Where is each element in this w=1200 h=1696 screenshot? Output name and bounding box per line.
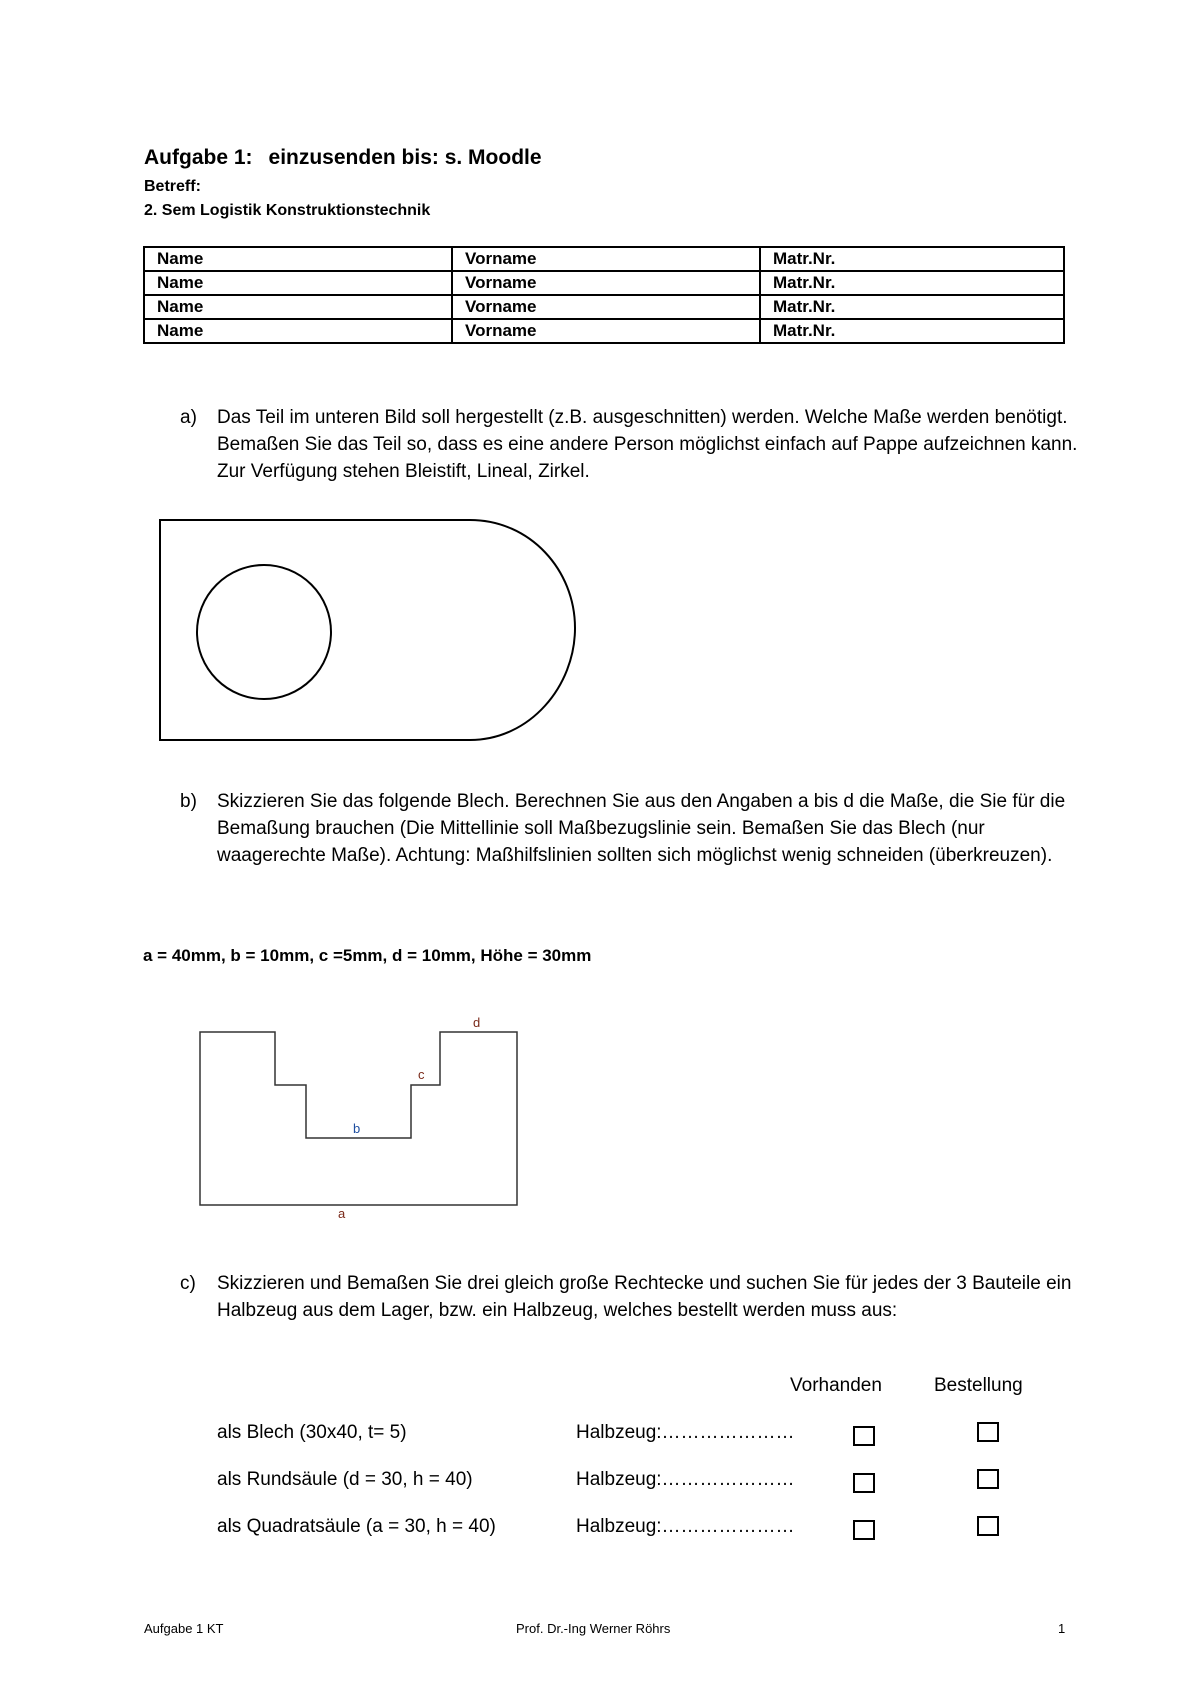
dim-label-b: b xyxy=(353,1121,361,1136)
course-name: 2. Sem Logistik Konstruktionstechnik xyxy=(144,202,431,219)
page-title xyxy=(144,146,542,170)
firstname-cell[interactable]: Vorname xyxy=(452,319,760,343)
firstname-cell[interactable]: Vorname xyxy=(452,247,760,271)
checkbox-available[interactable] xyxy=(853,1473,875,1493)
checkbox-order[interactable] xyxy=(977,1469,999,1489)
matr-cell[interactable]: Matr.Nr. xyxy=(760,271,1064,295)
table-row xyxy=(144,319,1064,343)
checkbox-available[interactable] xyxy=(853,1426,875,1446)
table-row xyxy=(144,271,1064,295)
item-sheet: als Blech (30x40, t= 5) xyxy=(217,1422,407,1443)
task-c xyxy=(180,1270,1080,1324)
field-halbzeug[interactable]: Halbzeug:………………… xyxy=(576,1422,795,1443)
table-row xyxy=(144,247,1064,271)
dim-label-a: a xyxy=(338,1206,346,1220)
sheet-drawing-b xyxy=(195,980,535,1220)
task-c-label: c) xyxy=(180,1273,196,1294)
title-task: Aufgabe 1: xyxy=(144,146,253,169)
col-header-available: Vorhanden xyxy=(790,1375,882,1396)
name-cell[interactable]: Name xyxy=(144,295,452,319)
plate-outline xyxy=(160,520,575,740)
footer-left: Aufgabe 1 KT xyxy=(144,1621,224,1636)
title-deadline: einzusenden bis: s. Moodle xyxy=(268,146,542,169)
checkbox-order[interactable] xyxy=(977,1516,999,1536)
matr-cell[interactable]: Matr.Nr. xyxy=(760,319,1064,343)
name-cell[interactable]: Name xyxy=(144,247,452,271)
dimension-params: a = 40mm, b = 10mm, c =5mm, d = 10mm, Höhe = 30mm xyxy=(143,946,592,965)
name-table xyxy=(143,246,1065,344)
name-cell[interactable]: Name xyxy=(144,319,452,343)
field-halbzeug[interactable]: Halbzeug:………………… xyxy=(576,1469,795,1490)
firstname-cell[interactable]: Vorname xyxy=(452,271,760,295)
footer-author: Prof. Dr.-Ing Werner Röhrs xyxy=(516,1621,671,1636)
task-a-label: a) xyxy=(180,407,197,428)
checkbox-available[interactable] xyxy=(853,1520,875,1540)
field-halbzeug[interactable]: Halbzeug:………………… xyxy=(576,1516,795,1537)
task-b xyxy=(180,788,1080,869)
matr-cell[interactable]: Matr.Nr. xyxy=(760,295,1064,319)
item-round-column: als Rundsäule (d = 30, h = 40) xyxy=(217,1469,473,1490)
task-b-label: b) xyxy=(180,791,197,812)
task-a xyxy=(180,404,1080,485)
firstname-cell[interactable]: Vorname xyxy=(452,295,760,319)
page-number: 1 xyxy=(1058,1621,1066,1636)
task-a-text: Das Teil im unteren Bild soll hergestellt (z.B. ausgeschnitten) werden. Welche Maße werden benötigt. Bemaßen Sie das Teil so, dass es eine andere Person möglichst einfach auf Pappe aufzeichnen kann. Zur Verfügung stehen Bleistift, Lineal, Zirkel. xyxy=(217,407,1078,482)
hole-circle xyxy=(197,565,331,699)
dim-label-d: d xyxy=(473,1015,481,1030)
name-cell[interactable]: Name xyxy=(144,271,452,295)
task-c-text: Skizzieren und Bemaßen Sie drei gleich große Rechtecke und suchen Sie für jedes der 3 Bauteile ein Halbzeug aus dem Lager, bzw. ein Halbzeug, welches bestellt werden muss aus: xyxy=(217,1273,1072,1321)
task-b-text: Skizzieren Sie das folgende Blech. Berechnen Sie aus den Angaben a bis d die Maße, die Sie für die Bemaßung brauchen (Die Mittellinie soll Maßbezugslinie sein. Bemaßen Sie das Blech (nur waagerechte Maße). Achtung: Maßhilfslinien sollten sich möglichst wenig schneiden (überkreuzen). xyxy=(217,791,1066,866)
part-drawing-a xyxy=(150,510,590,750)
sheet-outline xyxy=(200,1032,517,1205)
item-square-column: als Quadratsäule (a = 30, h = 40) xyxy=(217,1516,496,1537)
matr-cell[interactable]: Matr.Nr. xyxy=(760,247,1064,271)
table-row xyxy=(144,295,1064,319)
dim-label-c: c xyxy=(418,1067,425,1082)
checkbox-order[interactable] xyxy=(977,1422,999,1442)
subject-label: Betreff: xyxy=(144,178,201,195)
col-header-order: Bestellung xyxy=(934,1375,1023,1396)
